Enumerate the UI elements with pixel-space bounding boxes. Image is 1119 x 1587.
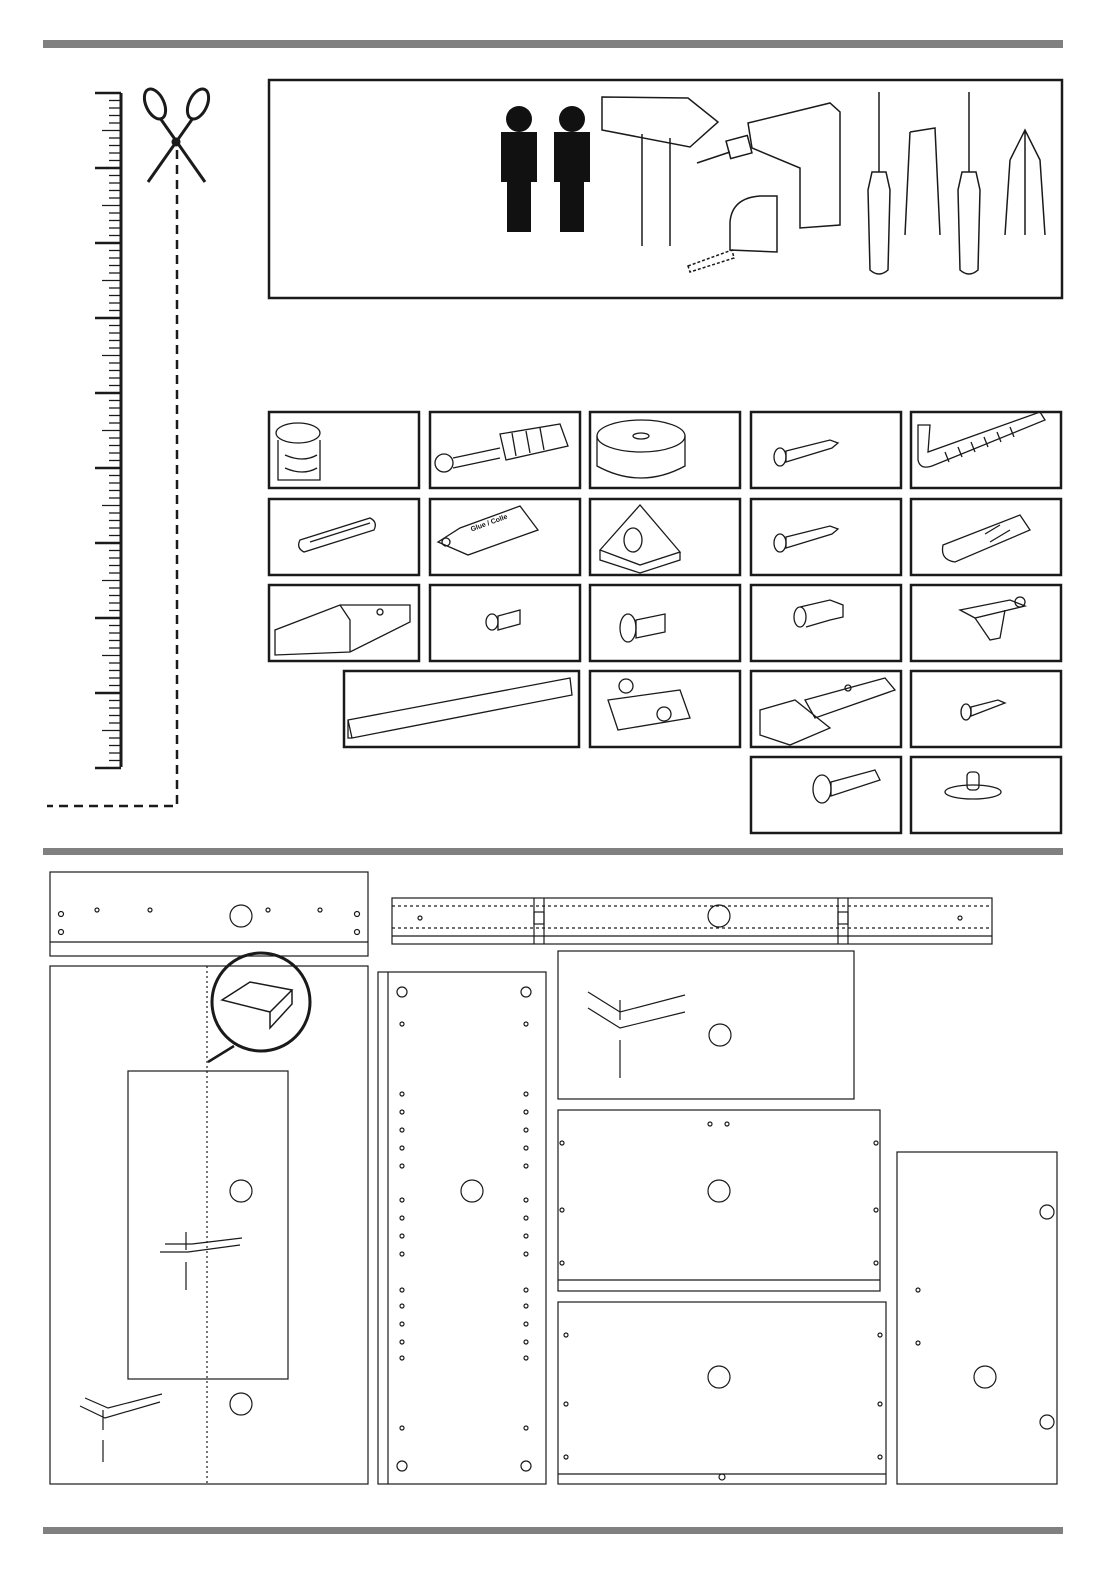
drill-hole: [400, 1340, 404, 1344]
drill-hole: [524, 1426, 528, 1430]
drill-hole: [524, 1216, 528, 1220]
drill-hole: [524, 1110, 528, 1114]
screw-icon-2: [774, 526, 838, 552]
back-panel-lower: [558, 1302, 886, 1484]
drill-hole: [524, 1198, 528, 1202]
drill-hole: [524, 1322, 528, 1326]
short-screw-icon: [486, 610, 520, 630]
drill-hole: [400, 1288, 404, 1292]
glue-tube-icon: [438, 506, 538, 555]
dowel-icon: [299, 518, 376, 552]
drill-hole: [524, 1234, 528, 1238]
drill-hole: [524, 1128, 528, 1132]
bottom-rule: [43, 1527, 1063, 1534]
drill-hole: [524, 1092, 528, 1096]
drill-hole: [400, 1252, 404, 1256]
flat-screwdriver-icon: [905, 128, 1045, 235]
adjustable-foot-box: [911, 757, 1061, 833]
drill-hole: [400, 1322, 404, 1326]
glue-tube-label: Glue / Colle: [469, 513, 509, 534]
concealed-hinge-icon: [760, 678, 895, 745]
phillips-screwdriver-icon: [868, 92, 980, 274]
tape-measure-icon: [688, 196, 777, 272]
drill-hole: [400, 1198, 404, 1202]
shelf-support-bracket-box: [911, 585, 1061, 661]
drill-hole: [524, 1146, 528, 1150]
drill-hole: [524, 1304, 528, 1308]
drill-hole: [524, 1252, 528, 1256]
panel-drawings: [50, 872, 1057, 1484]
drill-hole: [400, 1426, 404, 1430]
rail-support-icon: [275, 605, 410, 655]
long-rail-panel: [392, 898, 992, 944]
small-screw-box: [911, 671, 1061, 747]
drill-hole: [400, 1146, 404, 1150]
shelf-bracket-icon: [960, 597, 1025, 640]
concealed-hinge-box: [751, 671, 901, 747]
drill-hole: [524, 1022, 528, 1026]
drill-hole: [524, 1340, 528, 1344]
shelf-panel-upper: [558, 951, 854, 1099]
euro-screw-icon: [620, 614, 665, 642]
drill-hole: [524, 1164, 528, 1168]
drill-hole: [400, 1164, 404, 1168]
drill-hole: [524, 1356, 528, 1360]
drill-hole: [400, 1234, 404, 1238]
door-panel: [897, 1152, 1057, 1484]
drill-hole: [400, 1216, 404, 1220]
side-panel-right: [378, 972, 546, 1484]
tools-panel: [269, 80, 1062, 298]
top-rail-panel: [50, 872, 368, 956]
screw-icon-1: [774, 440, 838, 466]
wall-plug-icon: [943, 515, 1031, 562]
hinge-mounting-plate-box: [590, 671, 740, 747]
back-panel-middle: [558, 1110, 880, 1291]
cam-hole: [521, 1461, 531, 1471]
adjustable-foot-icon: [945, 772, 1001, 799]
wall-plug-box: [911, 499, 1061, 575]
middle-rule: [43, 848, 1063, 855]
l-hook-icon: [918, 412, 1045, 467]
side-panel-left: [50, 953, 368, 1484]
long-screw-icon: [813, 770, 880, 803]
cam-bolt-icon: [435, 424, 568, 472]
two-persons-icon: [501, 106, 590, 232]
drill-hole: [400, 1110, 404, 1114]
drill-hole: [400, 1356, 404, 1360]
wooden-dowel-box: [269, 499, 419, 575]
glue-tube-box: [430, 499, 580, 575]
felt-pad-icon: [597, 420, 685, 478]
cam-hole: [397, 1461, 407, 1471]
hardware-drawings: [275, 412, 1045, 803]
drill-hole: [400, 1128, 404, 1132]
cam-lock-icon: [276, 423, 320, 480]
long-screw-box: [751, 757, 901, 833]
cam-bolt-connector-box: [430, 412, 580, 488]
drill-hole: [400, 1092, 404, 1096]
cam-hole: [397, 987, 407, 997]
hammer-icon: [602, 97, 718, 246]
top-rule: [43, 40, 1063, 48]
profile-handle-icon: [348, 678, 572, 738]
corner-block-icon: [600, 505, 680, 573]
drill-hole: [400, 1022, 404, 1026]
hinge-plate-icon: [608, 679, 690, 730]
drill-hole: [524, 1288, 528, 1292]
drill-hole: [400, 1304, 404, 1308]
shelf-pin-box: [751, 585, 901, 661]
shelf-pin-icon: [794, 600, 843, 627]
small-screw-icon: [961, 700, 1005, 720]
cam-hole: [521, 987, 531, 997]
flat-head-screw-2-box: [751, 499, 901, 575]
short-screw-box: [430, 585, 580, 661]
ruler: [95, 93, 121, 768]
